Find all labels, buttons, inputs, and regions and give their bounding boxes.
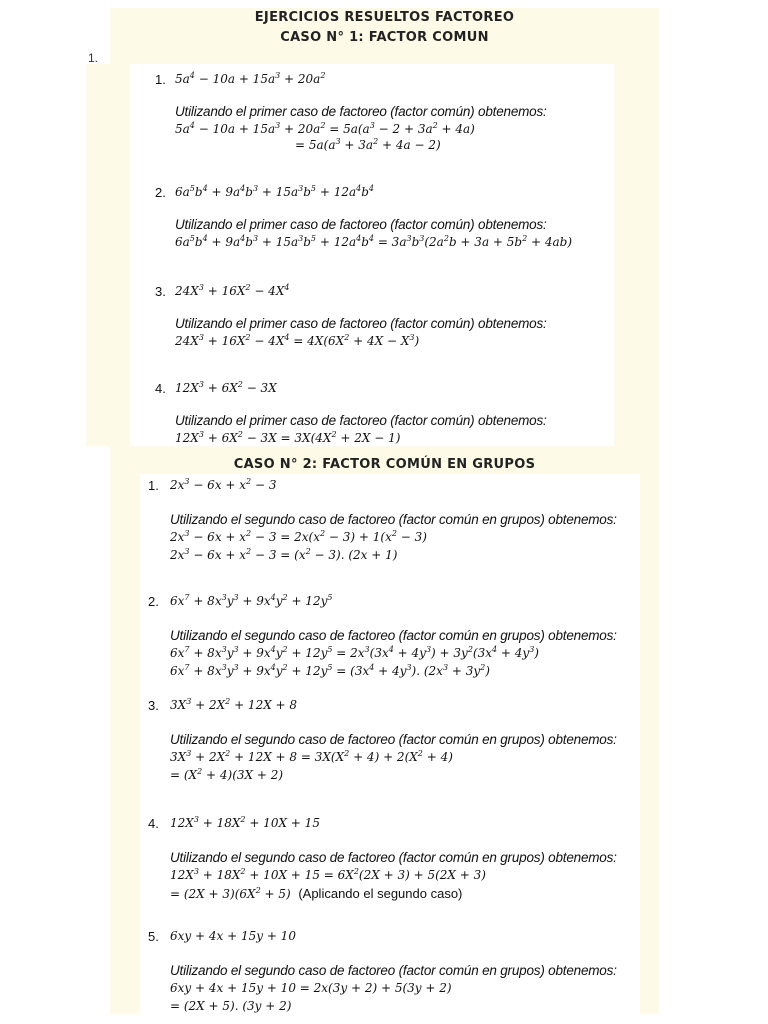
exercise-number: 2. — [155, 185, 166, 200]
page-tint-right2 — [640, 474, 659, 1014]
exercise-intro: Utilizando el segundo caso de factoreo (factor común en grupos) obtenemos: — [170, 963, 617, 978]
page-tint-left2 — [110, 474, 140, 1014]
solution-line: = $(X^2 + 4)(3X + 2)$ — [170, 767, 284, 782]
exercise-intro: Utilizando el primer caso de factoreo (factor común) obtenemos: — [175, 217, 547, 232]
exercise-number: 2. — [148, 594, 159, 609]
exercise-number: 1. — [155, 72, 166, 87]
page-tint-right — [614, 64, 659, 446]
solution-line: $6x^7 + 8x^3y^3 + 9x^4y^2 + 12y^5 = (3x^4 + 4y^3)$. $(2x^3 + 3y^2)$ — [170, 663, 490, 678]
solution-line: $2x^3 - 6x + x^2 - 3 = 2x(x^2 - 3) + 1(x^2 - 3)$ — [170, 529, 427, 544]
case2-panel — [140, 474, 640, 1019]
exercise-number: 3. — [148, 698, 159, 713]
exercise-expression: $12X^3 + 6X^2 - 3X$ — [175, 380, 277, 395]
solution-line: = $5a(a^3 + 3a^2 + 4a - 2)$ — [295, 137, 441, 152]
exercise-expression: $12X^3 + 18X^2 + 10X + 15$ — [170, 815, 320, 830]
exercise-expression: $24X^3 + 16X^2 - 4X^4$ — [175, 283, 290, 298]
page-tint-left — [86, 64, 130, 446]
exercise-intro: Utilizando el segundo caso de factoreo (factor común en grupos) obtenemos: — [170, 628, 617, 643]
solution-line: = $(2X + 3)(6X^2 + 5)$ (Aplicando el segundo caso) — [170, 886, 463, 901]
solution-line: $2x^3 - 6x + x^2 - 3 = (x^2 - 3)$. (2x + 1) — [170, 547, 398, 562]
case1-heading: CASO N° 1: FACTOR COMUN — [280, 30, 489, 45]
exercise-intro: Utilizando el primer caso de factoreo (factor común) obtenemos: — [175, 413, 547, 428]
solution-note: (Aplicando el segundo caso) — [298, 886, 463, 901]
exercise-number: 4. — [155, 381, 166, 396]
exercise-expression: $2x^3 - 6x + x^2 - 3$ — [170, 477, 277, 492]
exercise-expression: $6a^5b^4 + 9a^4b^3 + 15a^3b^5 + 12a^4b^4$ — [175, 184, 374, 199]
solution-line: $12X^3 + 18X^2 + 10X + 15 = 6X^2(2X + 3) + 5(2X + 3)$ — [170, 867, 486, 882]
exercise-expression: $6x^7 + 8x^3y^3 + 9x^4y^2 + 12y^5$ — [170, 593, 333, 608]
solution-line: = (2X + 5). (3y + 2) — [170, 999, 292, 1013]
solution-line: 6xy + 4x + 15y + 10 = 2x(3y + 2) + 5(3y + 2) — [170, 981, 452, 995]
exercise-number: 4. — [148, 816, 159, 831]
solution-line: $3X^3 + 2X^2 + 12X + 8 = 3X(X^2 + 4) + 2(X^2 + 4)$ — [170, 749, 453, 764]
list-marker: 1. — [88, 51, 99, 65]
solution-line: $6a^5b^4 + 9a^4b^3 + 15a^3b^5 + 12a^4b^4 = 3a^3b^3(2a^2b + 3a + 5b^2 + 4ab)$ — [175, 234, 573, 249]
case2-heading: CASO N° 2: FACTOR COMÚN EN GRUPOS — [233, 457, 536, 472]
exercise-intro: Utilizando el segundo caso de factoreo (factor común en grupos) obtenemos: — [170, 512, 617, 527]
exercise-number: 1. — [148, 478, 159, 493]
solution-line: $12X^3 + 6X^2 - 3X = 3X(4X^2 + 2X - 1)$ — [175, 430, 401, 445]
exercise-intro: Utilizando el segundo caso de factoreo (factor común en grupos) obtenemos: — [170, 732, 617, 747]
exercise-expression: 6xy + 4x + 15y + 10 — [170, 929, 296, 943]
solution-line: $24X^3 + 16X^2 - 4X^4 = 4X(6X^2 + 4X - X^3)$ — [175, 333, 420, 348]
exercise-expression: $3X^3 + 2X^2 + 12X + 8$ — [170, 697, 298, 712]
exercise-intro: Utilizando el primer caso de factoreo (factor común) obtenemos: — [175, 316, 547, 331]
exercise-number: 3. — [155, 284, 166, 299]
solution-line: $6x^7 + 8x^3y^3 + 9x^4y^2 + 12y^5 = 2x^3(3x^4 + 4y^3) + 3y^2(3x^4 + 4y^3)$ — [170, 645, 539, 660]
exercise-intro: Utilizando el primer caso de factoreo (factor común) obtenemos: — [175, 104, 547, 119]
exercise-intro: Utilizando el segundo caso de factoreo (factor común en grupos) obtenemos: — [170, 850, 617, 865]
document-title: EJERCICIOS RESUELTOS FACTOREO — [254, 10, 515, 25]
solution-line: $5a^4 - 10a + 15a^3 + 20a^2 = 5a(a^3 - 2 + 3a^2 + 4a)$ — [175, 121, 475, 136]
exercise-number: 5. — [148, 929, 159, 944]
case1-panel — [130, 64, 614, 446]
exercise-expression: $5a^4 - 10a + 15a^3 + 20a^2$ — [175, 71, 326, 86]
